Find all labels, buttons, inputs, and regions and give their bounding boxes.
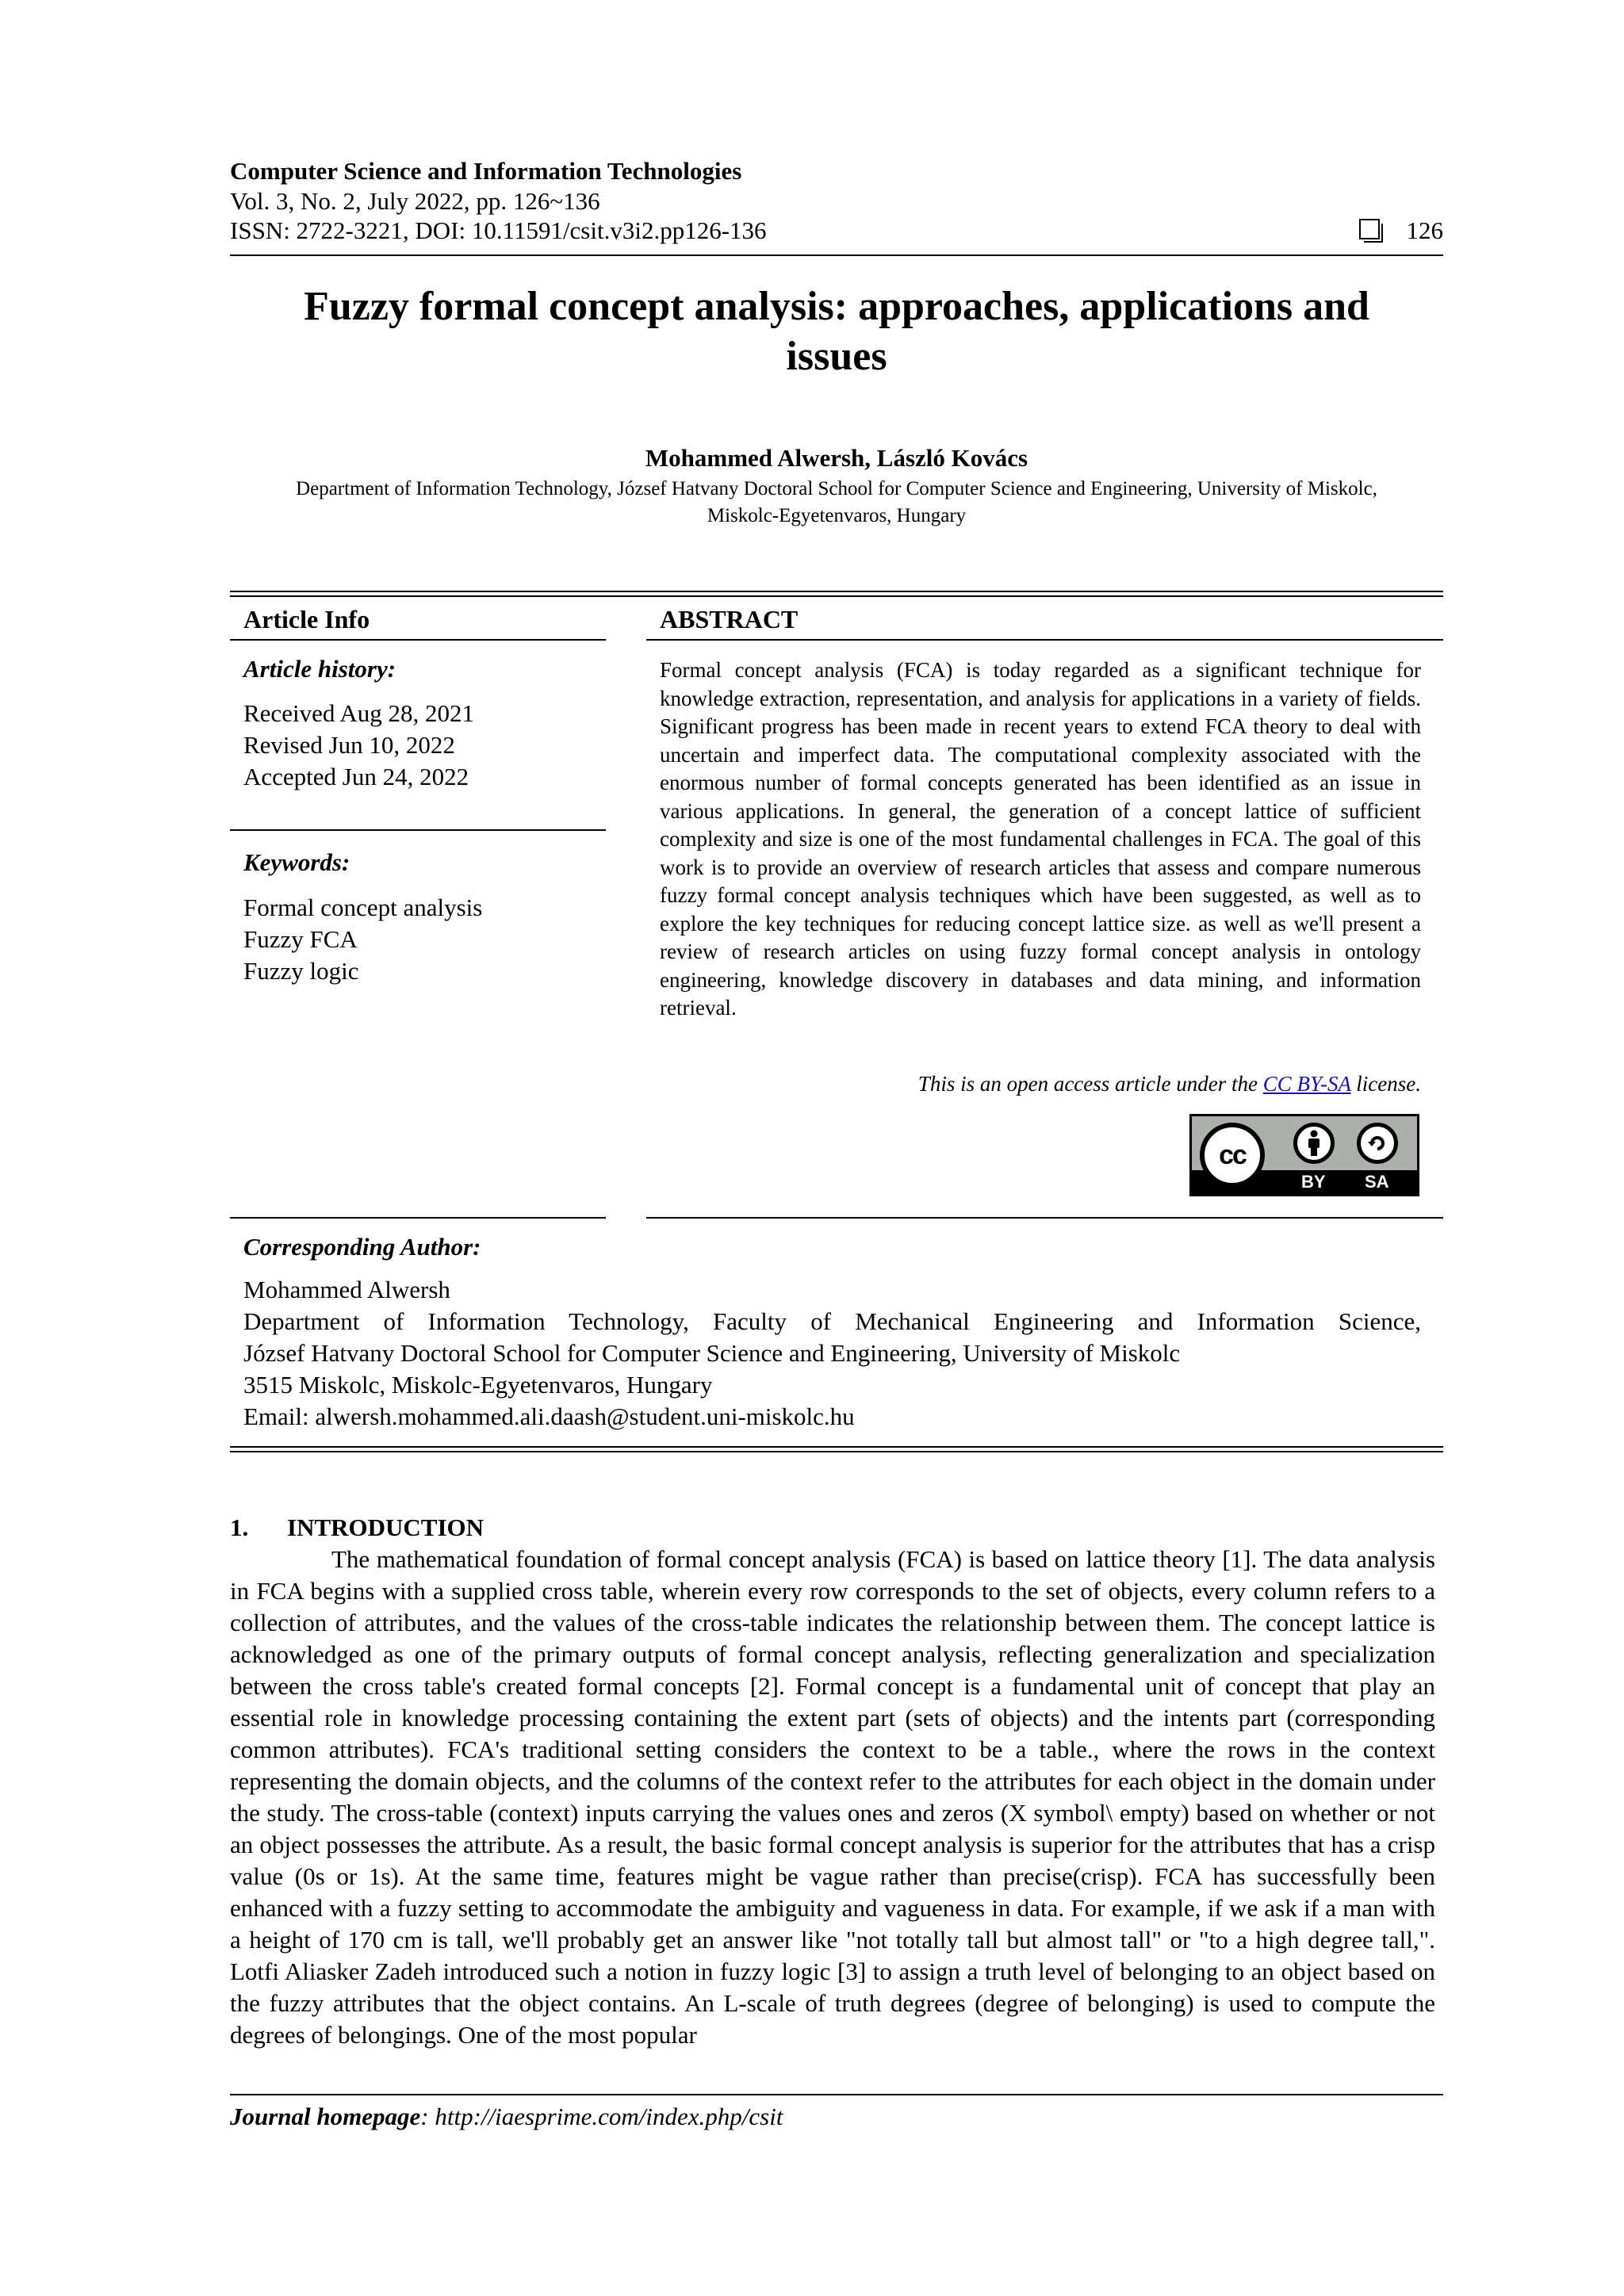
- issn-doi: ISSN: 2722-3221, DOI: 10.11591/csit.v3i2.pp126-136: [230, 216, 767, 244]
- journal-name: Computer Science and Information Technologies: [230, 157, 742, 185]
- share-alike-icon: [1357, 1123, 1398, 1164]
- article-history: [243, 698, 474, 793]
- keyword: Formal concept analysis: [243, 894, 483, 921]
- cc-by-sa-badge: [1189, 1114, 1419, 1196]
- keyword: Fuzzy logic: [243, 957, 359, 985]
- license-statement: [660, 1072, 1421, 1096]
- footer-rule: [230, 2094, 1443, 2095]
- keywords-rule: [230, 829, 606, 831]
- attribution-person-icon: [1293, 1123, 1335, 1164]
- by-label: BY: [1301, 1172, 1326, 1192]
- keywords-list: [243, 892, 482, 987]
- introduction-heading: [230, 1512, 1435, 1544]
- abstract-rule: [646, 639, 1443, 641]
- author-address: 3515 Miskolc, Miskolc-Egyetenvaros, Hungary: [243, 1371, 713, 1399]
- received-date: Received Aug 28, 2021: [243, 699, 475, 727]
- issn-row: [230, 216, 1443, 245]
- page-number: 126: [1406, 216, 1443, 244]
- title-line-2: issues: [786, 334, 887, 379]
- author-school: József Hatvany Doctoral School for Computer Science and Engineering, University of Miskolc: [243, 1339, 1181, 1367]
- footer: [230, 2103, 783, 2131]
- section-title: INTRODUCTION: [287, 1513, 485, 1541]
- corresponding-author: [243, 1233, 1421, 1433]
- infobox-top-rule-2: [230, 595, 1443, 597]
- license-link[interactable]: CC BY-SA: [1262, 1072, 1351, 1096]
- corresponding-author-heading: Corresponding Author:: [243, 1233, 481, 1261]
- affiliation-line-2: Miskolc-Egyetenvaros, Hungary: [707, 505, 967, 526]
- journal-homepage-url[interactable]: : http://iaesprime.com/index.php/csit: [420, 2103, 783, 2130]
- author-dept: Department of Information Technology, Faculty of Mechanical Engineering and Information Science,: [243, 1307, 1421, 1335]
- right-column-bottom-rule: [646, 1217, 1443, 1219]
- keywords-heading: Keywords:: [243, 848, 350, 876]
- affiliation-line-1: Department of Information Technology, József Hatvany Doctoral School for Computer Science and Engineering, University of Miskolc,: [296, 478, 1377, 499]
- title-line-1: Fuzzy formal concept analysis: approaches, applications and: [304, 284, 1369, 329]
- footer-label: Journal homepage: [230, 2103, 421, 2130]
- paper-title: [230, 281, 1443, 381]
- article-info-heading: Article Info: [243, 605, 370, 633]
- authors: Mohammed Alwersh, László Kovács: [645, 444, 1028, 472]
- header-rule: [230, 254, 1443, 256]
- author-email: Email: alwersh.mohammed.ali.daash@student.uni-miskolc.hu: [243, 1402, 855, 1430]
- infobox-bottom-rule-2: [230, 1451, 1443, 1452]
- article-history-heading: Article history:: [243, 655, 396, 683]
- page-number-group: [1359, 216, 1444, 245]
- cc-icon: cc: [1200, 1123, 1265, 1188]
- license-prefix: This is an open access article under the: [917, 1072, 1263, 1096]
- accepted-date: Accepted Jun 24, 2022: [243, 763, 469, 790]
- square-bullet-icon: [1359, 219, 1380, 239]
- article-info-rule: [230, 639, 606, 641]
- left-column-bottom-rule: [230, 1217, 606, 1219]
- keyword: Fuzzy FCA: [243, 925, 358, 953]
- section-number: 1.: [230, 1513, 249, 1541]
- infobox-top-rule-1: [230, 591, 1443, 592]
- sa-label: SA: [1365, 1172, 1389, 1192]
- license-suffix: license.: [1350, 1072, 1421, 1096]
- author-name: Mohammed Alwersh: [243, 1276, 450, 1303]
- introduction-paragraph: The mathematical foundation of formal concept analysis (FCA) is based on lattice theory [1]. The data analysis in FCA begins with a supplied cross table, wherein every row corresponds to the set of objects, every column refers to a collection of attributes, and the values of the cross-table indicates the relationship between them. The concept lattice is acknowledged as one of the primary outputs of formal concept analysis, reflecting generalization and specialization between the cross table's created formal concepts [2]. Formal concept is a fundamental unit of concept that play an essential role in knowledge processing containing the extent part (sets of objects) and the intents part (corresponding common attributes). FCA's traditional setting considers the context to be a table., where the rows in the context representing the domain objects, and the columns of the context refer to the attributes for each object in the domain under the study. The cross-table (context) inputs carrying the values ones and zeros (X symbol\ empty) based on whether or not an object possesses the attribute. As a result, the basic formal concept analysis is superior for the attributes that has a crisp value (0s or 1s). At the same time, features might be vague rather than precise(crisp). FCA has successfully been enhanced with a fuzzy setting to accommodate the ambiguity and vagueness in data. For example, if we ask if a man with a height of 170 cm is tall, we'll probably get an answer like "not totally tall but almost tall" or "to a high degree tall,". Lotfi Aliasker Zadeh introduced such a notion in fuzzy logic [3] to assign a truth level of belonging to an object based on the fuzzy attributes that the object contains. An L-scale of truth degrees (degree of belonging) is used to compute the degrees of belongings. One of the most popular: [230, 1545, 1435, 2049]
- introduction-section: [230, 1512, 1435, 2051]
- volume-info: Vol. 3, No. 2, July 2022, pp. 126~136: [230, 187, 600, 215]
- abstract-heading: ABSTRACT: [660, 605, 799, 633]
- revised-date: Revised Jun 10, 2022: [243, 731, 455, 759]
- running-header: [230, 156, 1443, 245]
- affiliation: [230, 476, 1443, 530]
- infobox-bottom-rule-1: [230, 1446, 1443, 1448]
- abstract-body: Formal concept analysis (FCA) is today regarded as a significant technique for knowledge extraction, representation, and analysis for applications in a variety of fields. Significant progress has been made in recent years to extend FCA theory to deal with uncertain and imperfect data. The computational complexity associated with the enormous number of formal concepts generated has been identified as an issue in various applications. In general, the generation of a concept lattice of sufficient complexity and size is one of the most fundamental challenges in FCA. The goal of this work is to provide an overview of research articles that assess and compare numerous fuzzy formal concept analysis techniques which have been suggested, as well as to explore the key techniques for reducing concept lattice size. as well as we'll present a review of research articles on using fuzzy formal concept analysis in ontology engineering, knowledge discovery in databases and data mining, and information retrieval.: [660, 658, 1421, 1020]
